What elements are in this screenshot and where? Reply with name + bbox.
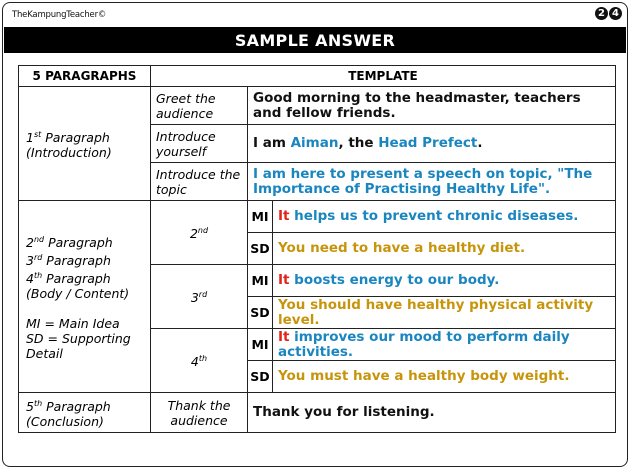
supporting-detail-text: You should have healthy physical activity level. xyxy=(273,297,616,329)
table-row xyxy=(19,393,616,433)
legend-main-idea: MI = Main Idea xyxy=(26,316,120,332)
page-number-digit-2: 4 xyxy=(609,7,622,20)
header-paragraphs: 5 PARAGRAPHS xyxy=(19,66,151,87)
ordinal-cell: 3rd xyxy=(151,265,248,329)
conclusion-label-cell: 5th Paragraph (Conclusion) xyxy=(19,393,151,433)
body-label-cell: 2nd Paragraph 3rd Paragraph 4th Paragraph (Body / Content) MI = Main Idea SD = Supporting Detail xyxy=(19,201,151,393)
main-idea-text: It boosts energy to our body. xyxy=(273,265,616,297)
ordinal-cell: 2nd xyxy=(151,201,248,265)
code-mi: MI xyxy=(248,265,273,297)
code-sd: SD xyxy=(248,233,273,265)
brand-label: TheKampungTeacher© xyxy=(12,10,107,20)
page-title: SAMPLE ANSWER xyxy=(4,27,626,53)
answer-topic: I am here to present a speech on topic, "The Importance of Practising Healthy Life". xyxy=(248,163,616,201)
main-idea-text: It helps us to prevent chronic diseases. xyxy=(273,201,616,233)
code-sd: SD xyxy=(248,361,273,393)
prompt-cell: Thank the audience xyxy=(151,393,248,433)
template-table xyxy=(18,65,616,433)
speaker-role: Head Prefect xyxy=(378,135,478,151)
answer-thanks: Thank you for listening. xyxy=(248,393,616,433)
ordinal-cell: 4th xyxy=(151,329,248,393)
code-mi: MI xyxy=(248,201,273,233)
supporting-detail-text: You must have a healthy body weight. xyxy=(273,361,616,393)
table-header-row xyxy=(19,66,616,87)
supporting-detail-text: You need to have a healthy diet. xyxy=(273,233,616,265)
header-template: TEMPLATE xyxy=(151,66,616,87)
main-idea-text: It improves our mood to perform daily activities. xyxy=(273,329,616,361)
prompt-cell: Introduce yourself xyxy=(151,125,248,163)
prompt-cell: Greet the audience xyxy=(151,87,248,125)
code-mi: MI xyxy=(248,329,273,361)
intro-sub-label: (Introduction) xyxy=(26,145,112,161)
speaker-name: Aiman xyxy=(290,135,339,151)
page-number-digit-1: 2 xyxy=(595,7,608,20)
code-sd: SD xyxy=(248,297,273,329)
table-row xyxy=(19,87,616,125)
answer-introduce: I am Aiman, the Head Prefect. xyxy=(248,125,616,163)
table-row xyxy=(19,201,616,233)
page-number xyxy=(595,7,622,20)
intro-label-cell: 1st Paragraph (Introduction) xyxy=(19,87,151,201)
answer-greet: Good morning to the headmaster, teachers and fellow friends. xyxy=(248,87,616,125)
prompt-cell: Introduce the topic xyxy=(151,163,248,201)
legend-supporting: SD = Supporting xyxy=(26,331,131,347)
